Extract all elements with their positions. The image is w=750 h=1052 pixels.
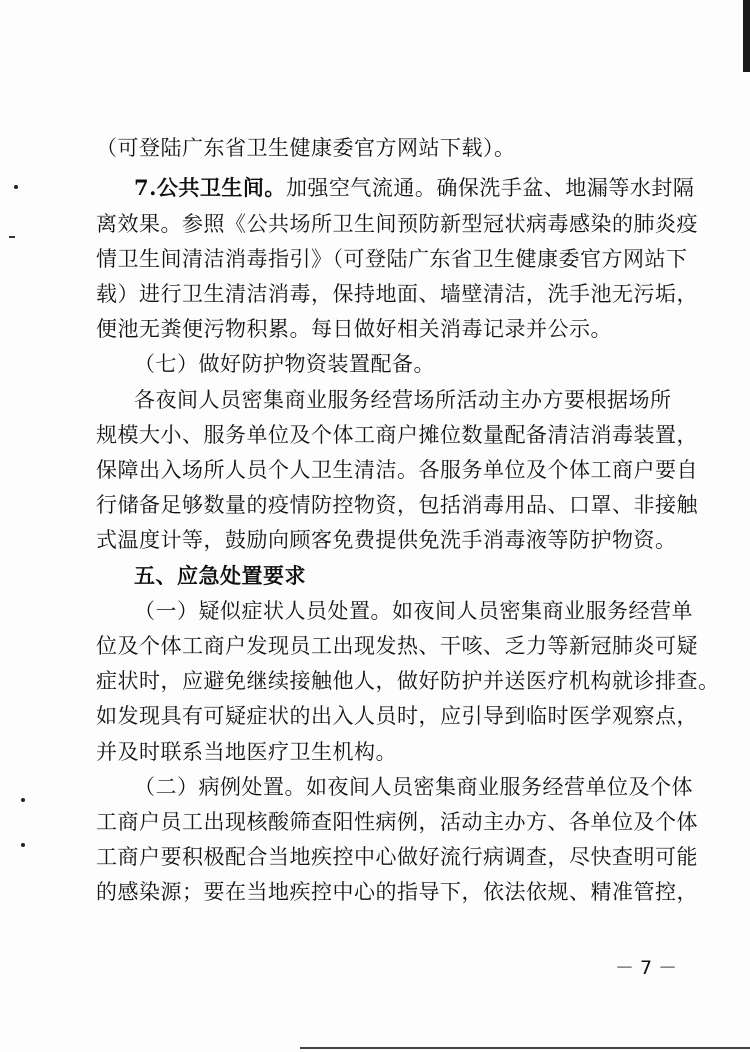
item-lead: 7.公共卫生间。 bbox=[134, 175, 286, 200]
page-number: － 7 － bbox=[615, 957, 678, 979]
text-line: 离效果。参照《公共场所卫生间预防新型冠状病毒感染的肺炎疫 bbox=[96, 212, 698, 236]
item-text: 加强空气流通。确保洗手盆、地漏等水封隔 bbox=[285, 176, 695, 200]
text-line: 式温度计等，鼓励向顾客免费提供免洗手消毒液等防护物资。 bbox=[96, 528, 677, 552]
text-line: 症状时，应避免继续接触他人，做好防护并送医疗机构就诊排查。 bbox=[96, 669, 720, 693]
text-line: 保障出入场所人员个人卫生清洁。各服务单位及个体工商户要自 bbox=[96, 458, 698, 482]
text-line: （可登陆广东省卫生健康委官方网站下载）。 bbox=[96, 136, 516, 160]
text-line: （二）病例处置。如夜间人员密集商业服务经营单位及个体 bbox=[134, 775, 693, 799]
scan-speck bbox=[9, 236, 15, 238]
section-heading: 五、应急处置要求 bbox=[134, 563, 306, 588]
text-line: 工商户要积极配合当地疾控中心做好流行病调查，尽快查明可能 bbox=[96, 845, 698, 869]
text-line bbox=[134, 173, 695, 203]
scan-speck bbox=[14, 185, 18, 189]
text-line: 载）进行卫生清洁消毒，保持地面、墙壁清洁，洗手池无污垢， bbox=[96, 282, 698, 306]
text-line: 位及个体工商户发现员工出现发热、干咳、乏力等新冠肺炎可疑 bbox=[96, 634, 698, 658]
text-line: 情卫生间清洁消毒指引》（可登陆广东省卫生健康委官方网站下 bbox=[96, 247, 688, 271]
scan-bottom-edge bbox=[300, 1047, 750, 1049]
scan-speck bbox=[21, 843, 25, 847]
text-line: （一）疑似症状人员处置。如夜间人员密集商业服务经营单 bbox=[134, 599, 693, 623]
text-line: 规模大小、服务单位及个体工商户摊位数量配备清洁消毒装置， bbox=[96, 423, 698, 447]
text-line: 工商户员工出现核酸筛查阳性病例，活动主办方、各单位及个体 bbox=[96, 810, 698, 834]
text-line: 各夜间人员密集商业服务经营场所活动主办方要根据场所 bbox=[134, 388, 672, 412]
text-line: 行储备足够数量的疫情防控物资，包括消毒用品、口罩、非接触 bbox=[96, 493, 698, 517]
text-line: 如发现具有可疑症状的出入人员时，应引导到临时医学观察点， bbox=[96, 704, 698, 728]
scan-speck bbox=[21, 798, 25, 802]
section-subheading: （七）做好防护物资装置配备。 bbox=[134, 352, 435, 376]
text-line: 并及时联系当地医疗卫生机构。 bbox=[96, 740, 397, 764]
scan-edge-bar bbox=[743, 0, 750, 72]
text-line: 的感染源；要在当地疾控中心的指导下，依法依规、精准管控， bbox=[96, 880, 698, 904]
text-line: 便池无粪便污物积累。每日做好相关消毒记录并公示。 bbox=[96, 317, 612, 341]
